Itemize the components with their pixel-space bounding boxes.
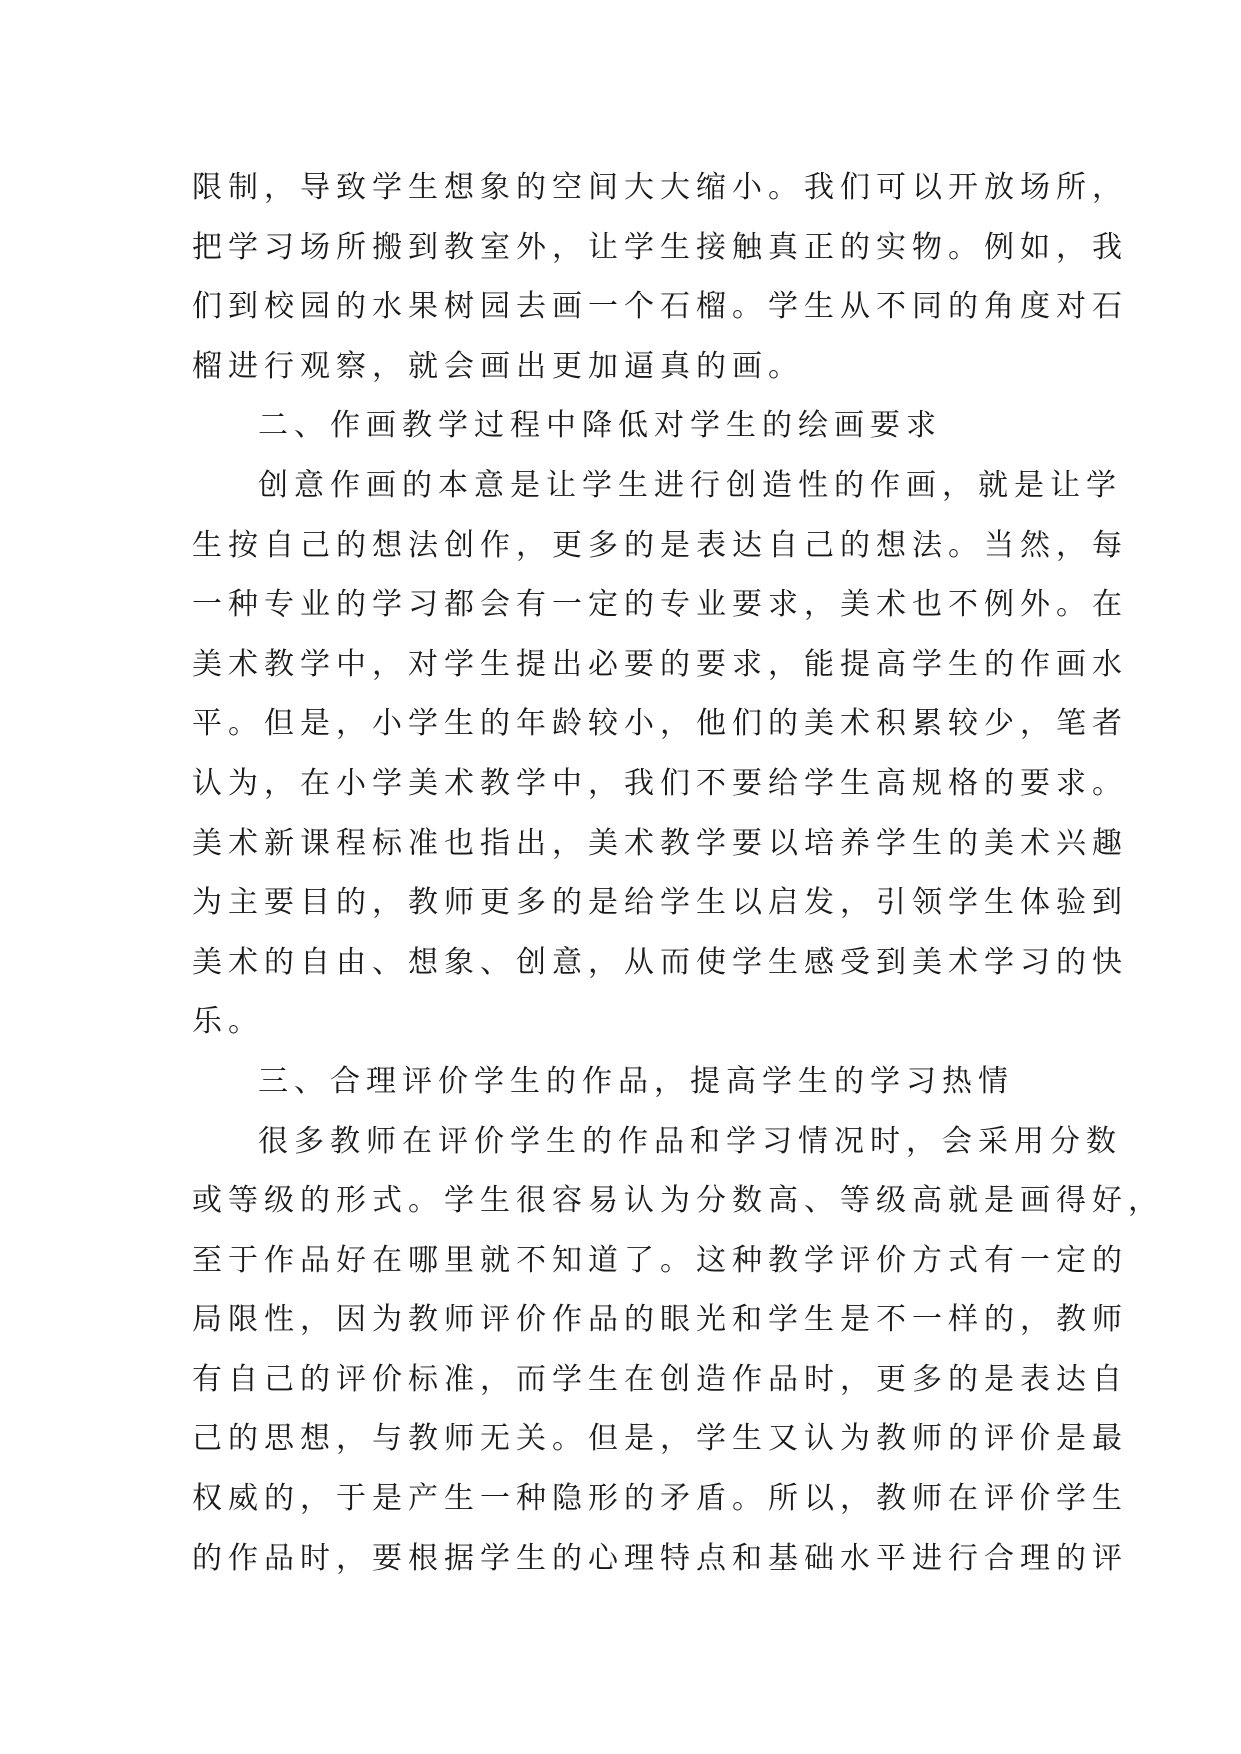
text-line: 美术的自由、想象、创意，从而使学生感受到美术学习的快	[192, 944, 1128, 980]
text-line: 有自己的评价标准，而学生在创造作品时，更多的是表达自	[192, 1361, 1128, 1397]
text-line: 很多教师在评价学生的作品和学习情况时，会采用分数	[258, 1123, 1122, 1159]
text-line: 权威的，于是产生一种隐形的矛盾。所以，教师在评价学生	[192, 1481, 1128, 1517]
text-line: 至于作品好在哪里就不知道了。这种教学评价方式有一定的	[192, 1242, 1128, 1278]
text-line: 生按自己的想法创作，更多的是表达自己的想法。当然，每	[192, 527, 1128, 563]
text-line: 美术教学中，对学生提出必要的要求，能提高学生的作画水	[192, 646, 1128, 682]
text-line: 平。但是，小学生的年龄较小，他们的美术积累较少，笔者	[192, 706, 1128, 742]
text-line: 美术新课程标准也指出，美术教学要以培养学生的美术兴趣	[192, 825, 1128, 861]
section-heading: 二、作画教学过程中降低对学生的绘画要求	[258, 408, 942, 444]
text-line: 榴进行观察，就会画出更加逼真的画。	[192, 348, 804, 384]
text-line: 的作品时，要根据学生的心理特点和基础水平进行合理的评	[192, 1540, 1128, 1576]
text-line: 们到校园的水果树园去画一个石榴。学生从不同的角度对石	[192, 289, 1128, 325]
text-line: 一种专业的学习都会有一定的专业要求，美术也不例外。在	[192, 587, 1128, 623]
text-line: 为主要目的，教师更多的是给学生以启发，引领学生体验到	[192, 885, 1128, 921]
text-line: 己的思想，与教师无关。但是，学生又认为教师的评价是最	[192, 1421, 1128, 1457]
document-body	[192, 158, 1164, 1588]
text-line: 限制，导致学生想象的空间大大缩小。我们可以开放场所，	[192, 170, 1128, 205]
section-heading: 三、合理评价学生的作品，提高学生的学习热情	[258, 1063, 1014, 1099]
text-line: 创意作画的本意是让学生进行创造性的作画，就是让学	[258, 467, 1122, 503]
text-line: 局限性，因为教师评价作品的眼光和学生是不一样的，教师	[192, 1302, 1128, 1338]
text-line: 认为，在小学美术教学中，我们不要给学生高规格的要求。	[192, 765, 1128, 801]
text-line: 乐。	[192, 1004, 264, 1040]
text-line: 或等级的形式。学生很容易认为分数高、等级高就是画得好，	[192, 1183, 1164, 1219]
text-line: 把学习场所搬到教室外，让学生接触真正的实物。例如，我	[192, 229, 1128, 265]
